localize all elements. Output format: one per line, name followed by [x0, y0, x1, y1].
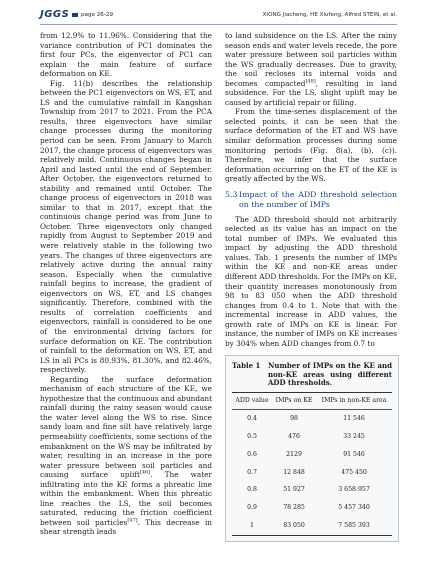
table-cell: 33 245 — [343, 432, 365, 440]
citation[interactable]: [48] — [305, 78, 316, 85]
paragraph-text: , resulting in land subsidence. For the LS, slight uplift may be caused by artificial repair or filling. — [225, 78, 397, 107]
column-header: IMPs on KE — [272, 393, 316, 410]
citation[interactable]: [46] — [139, 469, 151, 476]
right-column — [225, 31, 397, 542]
table-cell: 2129 — [286, 450, 302, 458]
paragraph-text: Regarding the surface deformation mechanism of each structure of the KE, we hypothesize that the continuous and abundant rainfall during the rainy season would cause the water level along the WS to rise. Since sandy loam and fine silt have relatively large permeability coefficients, some sections of the embankment on the WS may be infiltrated by water, resulting in an increase in the pore water pressure between soil particles and causing surface uplift — [40, 374, 213, 480]
table-cell: 0.9 — [247, 504, 257, 512]
table-cell: 5 457 340 — [338, 504, 370, 512]
table-cell: 0.6 — [247, 450, 257, 458]
citation[interactable]: [47] — [127, 517, 138, 524]
section-number: 5.3 — [225, 189, 238, 199]
page-marker-icon — [72, 13, 78, 17]
paragraph: The ADD threshold should not arbitrarily selected as its value has an impact on the total number of IMPs. We evaluated this impact by adjusting the ADD threshold values. Tab. 1 presents the number of IMPs within the KE and non-KE areas under different ADD thresholds. For the IMPs on KE, their quantity increases monotonously from 98 to 83 050 when the ADD threshold changes from 0.4 to 1. Note that with the incremental increase in ADD values, the growth rate of IMPs on KE is linear. For instance, the number of IMPs on KE increases by 304% when ADD changes from 0.7 to — [225, 214, 397, 348]
table-cell: 83 050 — [272, 517, 316, 535]
table-cell: 0.7 — [247, 468, 257, 476]
table-cell: 12 848 — [283, 468, 305, 476]
paragraph — [225, 31, 397, 107]
table-header-row — [232, 393, 392, 410]
header-rule — [40, 24, 397, 25]
table-1 — [225, 355, 399, 542]
table-cell: 98 — [290, 414, 298, 422]
running-authors: XIONG Jiacheng, HE Xiufeng, Alfred STEIN, et al. — [262, 12, 397, 18]
section-title: Impact of the ADD threshold selection on the number of IMPs — [239, 189, 397, 209]
table-cell: 7 585 393 — [316, 517, 392, 535]
table-cell: 0.4 — [247, 414, 257, 422]
table-cell: 1 — [232, 517, 272, 535]
column-header: IMPs in non-KE area — [316, 393, 392, 410]
table-cell: 3 658 957 — [338, 486, 370, 494]
paragraph-text: . The water infiltrating into the KE forms a phreatic line within the embankment. When this phreatic line reaches the LS, the soil becomes saturated, reducing the friction coefficient between soil particles — [40, 470, 212, 527]
table-row — [232, 463, 392, 481]
table-row — [232, 445, 392, 463]
left-column — [40, 31, 212, 537]
table-row — [232, 427, 392, 445]
table-cell: 78 285 — [283, 504, 305, 512]
table-label: Table 1 — [232, 361, 261, 371]
paragraph — [40, 375, 212, 537]
table-row — [232, 481, 392, 499]
table-cell: 476 — [288, 432, 300, 440]
table-cell: 11 546 — [343, 414, 365, 422]
page-header — [40, 8, 397, 24]
page-range-text: page 26-29 — [81, 12, 114, 18]
page-range — [72, 12, 113, 18]
table-cell: 0.5 — [247, 432, 257, 440]
table-cell: 0.8 — [247, 486, 257, 494]
data-table — [232, 392, 392, 536]
table-caption — [232, 362, 392, 387]
paragraph: Fig. 11(b) describes the relationship between the PC1 eigenvectors on WS, ET, and LS and the cumulative rainfall in Kangshan Township from 2017 to 2021. From the PCA results, three eigenvectors have similar change processes during the monitoring period can be seen. From January to March 2017, the change process of eigenvectors was relatively mild. Continuous changes began in April and lasted until the end of September. After October, the eigenvectors returned to stability and remained until October. The change process of eigenvectors in 2018 was similar to that in 2017, except that the continuous change period was from June to October. Three eigenvectors only changed rapidly from August to September 2019 and were relatively stable in the following two years. The changes of three eigenvectors are relatively active during the annual rainy season. Especially when the cumulative rainfall begins to increase, the gradient of eigenvectors on WS, ET, and LS changes significantly. Therefore, combined with the results of correlation coefficients and eigenvectors, rainfall is considered to be one of the environmental driving factors for surface deformation on KE. The contribution of rainfall to the deformation on WS, ET, and LS in all PCs is 80.93%, 81.30%, and 82.46%, respectively. — [40, 78, 212, 375]
paragraph-text: to land subsidence on the LS. After the rainy season ends and water levels recede, the pore water pressure between soil particles within the WS gradually decreases. Due to gravity, the soil recloses its internal voids and becomes compacted — [225, 31, 397, 88]
table-row — [232, 517, 392, 535]
paragraph: from 12.9% to 11.96%. Considering that the variance contribution of PC1 dominates the first four PCs, the eigenvector of PC1 can explain the main feature of surface deformation on KE. — [40, 31, 212, 79]
table-cell: 51 927 — [283, 486, 305, 494]
table-cell: 91 546 — [343, 450, 365, 458]
table-cell: 475 450 — [341, 468, 367, 476]
table-row — [232, 409, 392, 427]
column-header: ADD value — [232, 393, 272, 410]
journal-logo: JGGS — [40, 9, 70, 20]
table-row — [232, 499, 392, 517]
paragraph: From the time-series displacement of the selected points, it can be seen that the surface deformation of the ET and WS have similar deformation processes during some monitoring periods (Fig. 8(a), (b), (c)). Therefore, we infer that the surface deformation occurring on the ET of the KE is greatly affected by the WS. — [225, 107, 397, 184]
paragraph-text: . This decrease in shear strength leads — [40, 517, 212, 537]
table-caption-text: Number of IMPs on the KE and non-KE areas using different ADD thresholds. — [268, 361, 392, 387]
section-heading — [225, 190, 397, 210]
